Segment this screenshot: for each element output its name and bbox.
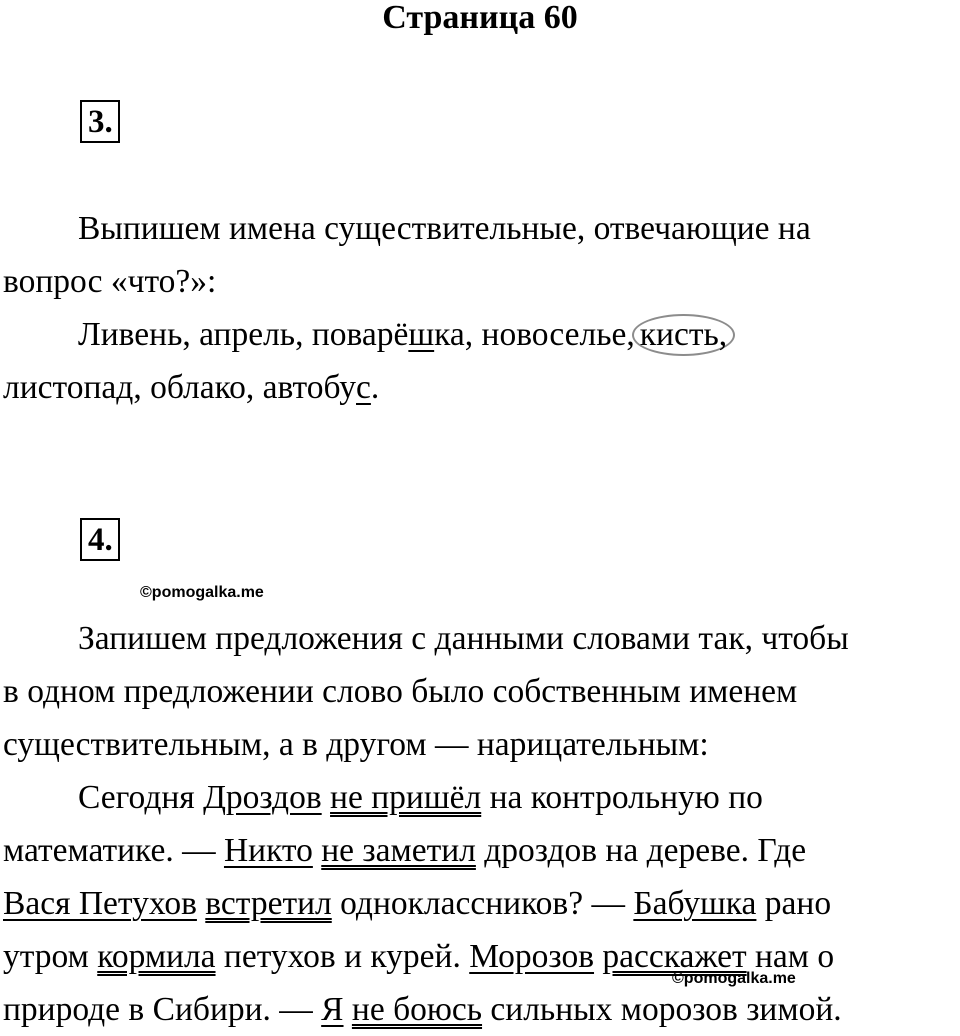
task-4-number: 4. bbox=[80, 518, 120, 561]
task-4-line-1 bbox=[3, 612, 958, 665]
task-4-intro-2: в одном предложении слово было собственным именем bbox=[3, 673, 798, 710]
plain-text: дроздов на дереве. Где bbox=[475, 832, 807, 869]
page-title: Страница 60 bbox=[382, 0, 578, 36]
task-4-intro-1: Запишем предложения с данными словами так, чтобы bbox=[78, 620, 849, 657]
sentence-line-4 bbox=[3, 930, 958, 983]
plain-text: рано bbox=[756, 885, 832, 922]
subject-word: Бабушка bbox=[633, 885, 757, 922]
word-text: . bbox=[370, 369, 380, 406]
task-3-intro-1: Выпишем имена существительные, отвечающие на bbox=[78, 210, 811, 247]
sentence-line-3 bbox=[3, 877, 958, 930]
predicate-word: не боюсь bbox=[351, 991, 483, 1028]
plain-text: утром bbox=[3, 938, 98, 975]
task-4-line-3 bbox=[3, 718, 958, 771]
predicate-word: расскажет bbox=[602, 938, 747, 975]
predicate-word: встретил bbox=[205, 885, 332, 922]
plain-text: сильных морозов зимой. bbox=[482, 991, 842, 1028]
word-text: ка, новоселье, bbox=[434, 316, 635, 353]
predicate-word: не заметил bbox=[321, 832, 476, 869]
subject-word: Вася Петухов bbox=[3, 885, 197, 922]
word-text: , облако, автобу bbox=[133, 369, 357, 406]
task-3-text bbox=[3, 202, 958, 414]
underlined-letter: ш bbox=[408, 316, 435, 353]
sentence-line-2 bbox=[3, 824, 958, 877]
footer-watermark: ©pomogalka.me bbox=[672, 970, 796, 987]
sentence-line-5 bbox=[3, 983, 958, 1036]
task-4-text bbox=[3, 612, 958, 1036]
underlined-letter: с bbox=[356, 369, 371, 406]
task-3-line-4 bbox=[3, 361, 958, 414]
plain-text: одноклассников? — bbox=[331, 885, 634, 922]
task-3-line-3 bbox=[3, 308, 958, 361]
watermark: ©pomogalka.me bbox=[140, 584, 264, 601]
sentence-line-1 bbox=[3, 771, 958, 824]
subject-word: Никто bbox=[223, 832, 313, 869]
word-text: листопа bbox=[3, 369, 117, 406]
task-3-number: 3. bbox=[80, 100, 120, 143]
plain-text: на контрольную по bbox=[481, 779, 763, 816]
plain-text: Сегодня bbox=[78, 779, 204, 816]
task-3-intro-2: вопрос «что?»: bbox=[3, 263, 217, 300]
plain-text: петухов и курей. bbox=[215, 938, 470, 975]
predicate-word: кормила bbox=[97, 938, 216, 975]
task-4-intro-3: существительным, а в другом — нарицательным: bbox=[3, 726, 709, 763]
task-3-line-1 bbox=[3, 202, 958, 255]
plain-text: природе в Сибири. — bbox=[3, 991, 322, 1028]
subject-word: Морозов bbox=[469, 938, 595, 975]
circled-word: кисть, bbox=[632, 314, 735, 356]
plain-text: математике. — bbox=[3, 832, 224, 869]
word-text: Ливень, апрель, поварё bbox=[78, 316, 409, 353]
subject-word: Я bbox=[321, 991, 344, 1028]
underlined-letter: д bbox=[116, 369, 134, 406]
task-3-line-2 bbox=[3, 255, 958, 308]
subject-word: Дроздов bbox=[203, 779, 322, 816]
plain-text: нам о bbox=[746, 938, 835, 975]
task-4-line-2 bbox=[3, 665, 958, 718]
predicate-word: не пришёл bbox=[330, 779, 482, 816]
